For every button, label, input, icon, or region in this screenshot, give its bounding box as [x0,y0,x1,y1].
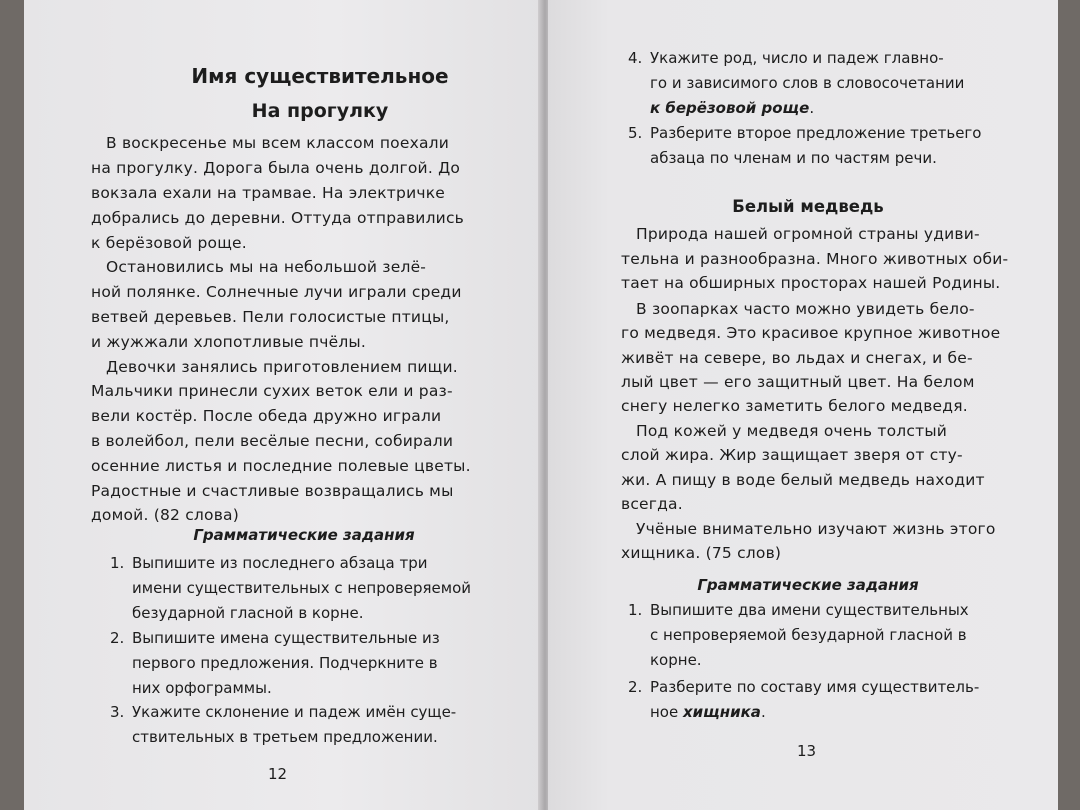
task-number: 5. [628,124,643,142]
page-number: 13 [797,742,817,760]
task-number: 3. [110,703,125,721]
tasks-heading: Грамматические задания [697,576,919,594]
emphasized-phrase: к берёзовой роще [650,99,810,117]
task-line: Разберите по составу имя существитель- [650,678,980,696]
text-line: лый цвет — его защитный цвет. На белом [621,373,975,391]
text-line: к берёзовой роще. [91,234,247,252]
section-title: Имя существительное [191,64,449,88]
text-line: Мальчики принесли сухих веток ели и раз- [91,382,453,400]
text-line: жи. А пищу в воде белый медведь находит [621,471,985,489]
text-line: тельна и разнообразна. Много животных оби- [621,250,1009,268]
text-line: слой жира. Жир защищает зверя от сту- [621,446,963,464]
task-line: го и зависимого слов в словосочетании [650,74,965,92]
task-line: корне. [650,651,702,669]
text-line: Природа нашей огромной страны удиви- [636,225,980,243]
text-line: добрались до деревни. Оттуда отправились [91,209,465,227]
task-number: 1. [628,601,643,619]
story-title-bear: Белый медведь [732,197,884,216]
task-line: с непроверяемой безударной гласной в [650,626,967,644]
task-line: ствительных в третьем предложении. [132,728,438,746]
task-line: Укажите склонение и падеж имён суще- [132,703,457,721]
task-line [650,700,766,725]
task-line: Выпишите два имени существительных [650,601,969,619]
text-line: на прогулку. Дорога была очень долгой. До [91,159,461,177]
word-prefix: ное [650,703,683,721]
text-line: Девочки занялись приготовлением пищи. [106,358,458,376]
text-line: Остановились мы на небольшой зелё- [106,258,427,276]
task-line: абзаца по членам и по частям речи. [650,149,937,167]
task-line: них орфограммы. [132,679,272,697]
task-line: Укажите род, число и падеж главно- [650,49,944,67]
text-line: Под кожей у медведя очень толстый [636,422,948,440]
text-line: го медведя. Это красивое крупное животное [621,324,1001,342]
task-line: безударной гласной в корне. [132,604,364,622]
punctuation: . [809,99,815,117]
text-line: живёт на севере, во льдах и снегах, и бе- [621,349,973,367]
task-line: первого предложения. Подчеркните в [132,654,438,672]
text-line: домой. (82 слова) [91,506,239,524]
text-line: хищника. (75 слов) [621,544,782,562]
story-title-walk: На прогулку [251,100,389,122]
text-line: осенние листья и последние полевые цветы. [91,457,471,475]
text-line: ветвей деревьев. Пели голосистые птицы, [91,308,450,326]
text-line: Учёные внимательно изучают жизнь этого [636,520,996,538]
text-line: снегу нелегко заметить белого медведя. [621,397,968,415]
text-line: В зоопарках часто можно увидеть бело- [636,300,975,318]
text-line: и жужжали хлопотливые пчёлы. [91,333,366,351]
text-line: вокзала ехали на трамвае. На электричке [91,184,445,202]
task-number: 1. [110,554,125,572]
text-line: в волейбол, пели весёлые песни, собирали [91,432,454,450]
task-line: Выпишите из последнего абзаца три [132,554,428,572]
emphasized-word: хищника [682,703,761,721]
task-line: Разберите второе предложение третьего [650,124,982,142]
right-page [548,0,1058,810]
text-line: ной полянке. Солнечные лучи играли среди [91,283,462,301]
task-number: 2. [110,629,125,647]
text-line: тает на обширных просторах нашей Родины. [621,274,1001,292]
tasks-heading: Грамматические задания [193,526,415,544]
page-number: 12 [268,765,288,783]
task-line: Выпишите имена существительные из [132,629,440,647]
task-line: имени существительных с непроверяемой [132,579,472,597]
text-line: вели костёр. После обеда дружно играли [91,407,442,425]
left-page [24,0,542,810]
task-line [650,96,814,121]
task-number: 2. [628,678,643,696]
punctuation: . [760,703,766,721]
task-number: 4. [628,49,643,67]
text-line: всегда. [621,495,683,513]
text-line: Радостные и счастливые возвращались мы [91,482,454,500]
text-line: В воскресенье мы всем классом поехали [106,134,450,152]
